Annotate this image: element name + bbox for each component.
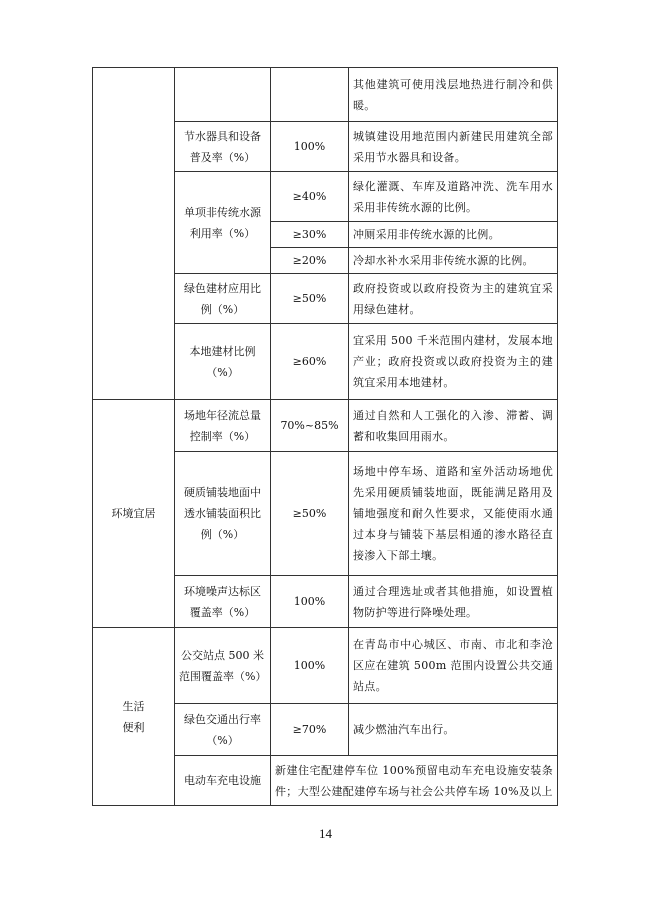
indicator-cell: 单项非传统水源利用率（%） [175, 172, 271, 274]
value-cell: 100% [271, 576, 349, 628]
value-cell: ≥70% [271, 704, 349, 756]
indicator-cell: 场地年径流总量控制率（%） [175, 400, 271, 452]
description-cell: 冷却水补水采用非传统水源的比例。 [349, 248, 558, 274]
value-cell: ≥60% [271, 324, 349, 400]
table-row [93, 68, 558, 122]
description-cell: 其他建筑可使用浅层地热进行制冷和供暖。 [349, 68, 558, 122]
value-cell: ≥30% [271, 222, 349, 248]
indicator-cell: 节水器具和设备普及率（%） [175, 122, 271, 172]
indicator-cell: 绿色交通出行率（%） [175, 704, 271, 756]
value-cell: 70%~85% [271, 400, 349, 452]
indicator-cell: 电动车充电设施 [175, 756, 271, 806]
description-cell: 城镇建设用地范围内新建民用建筑全部采用节水器具和设备。 [349, 122, 558, 172]
description-cell: 绿化灌溉、车库及道路冲洗、洗车用水采用非传统水源的比例。 [349, 172, 558, 222]
table-row [93, 400, 558, 452]
indicator-table [92, 67, 558, 806]
description-cell: 通过自然和人工强化的入渗、滞蓄、调蓄和收集回用雨水。 [349, 400, 558, 452]
value-cell: 100% [271, 122, 349, 172]
description-cell: 在青岛市中心城区、市南、市北和李沧区应在建筑 500m 范围内设置公共交通站点。 [349, 628, 558, 704]
page-number: 14 [319, 826, 332, 841]
value-cell: ≥50% [271, 274, 349, 324]
value-cell: 100% [271, 628, 349, 704]
category-cell [93, 628, 175, 806]
description-cell: 宜采用 500 千米范围内建材，发展本地产业；政府投资或以政府投资为主的建筑宜采用本地建材。 [349, 324, 558, 400]
value-cell: ≥50% [271, 452, 349, 576]
category-line: 便利 [122, 720, 145, 734]
category-cell: 环境宜居 [93, 400, 175, 628]
indicator-cell: 本地建材比例（%） [175, 324, 271, 400]
value-cell: ≥20% [271, 248, 349, 274]
indicator-cell: 公交站点 500 米范围覆盖率（%） [175, 628, 271, 704]
value-cell-empty [271, 68, 349, 122]
description-cell: 通过合理选址或者其他措施，如设置植物防护等进行降噪处理。 [349, 576, 558, 628]
category-cell-empty [93, 68, 175, 400]
indicator-cell: 环境噪声达标区覆盖率（%） [175, 576, 271, 628]
description-cell: 减少燃油汽车出行。 [349, 704, 558, 756]
table-row [93, 628, 558, 704]
description-cell-merged: 新建住宅配建停车位 100%预留电动车充电设施安装条件；大型公建配建停车场与社会公共停车场 10%及以上 [271, 756, 558, 806]
description-cell: 政府投资或以政府投资为主的建筑宜采用绿色建材。 [349, 274, 558, 324]
description-cell: 场地中停车场、道路和室外活动场地优先采用硬质铺装地面，既能满足路用及铺地强度和耐久性要求，又能使雨水通过本身与铺装下基层相通的渗水路径直接渗入下部土壤。 [349, 452, 558, 576]
indicator-cell: 硬质铺装地面中透水铺装面积比例（%） [175, 452, 271, 576]
indicator-cell: 绿色建材应用比例（%） [175, 274, 271, 324]
indicator-cell-empty [175, 68, 271, 122]
category-line: 生活 [122, 699, 145, 713]
description-cell: 冲厕采用非传统水源的比例。 [349, 222, 558, 248]
value-cell: ≥40% [271, 172, 349, 222]
